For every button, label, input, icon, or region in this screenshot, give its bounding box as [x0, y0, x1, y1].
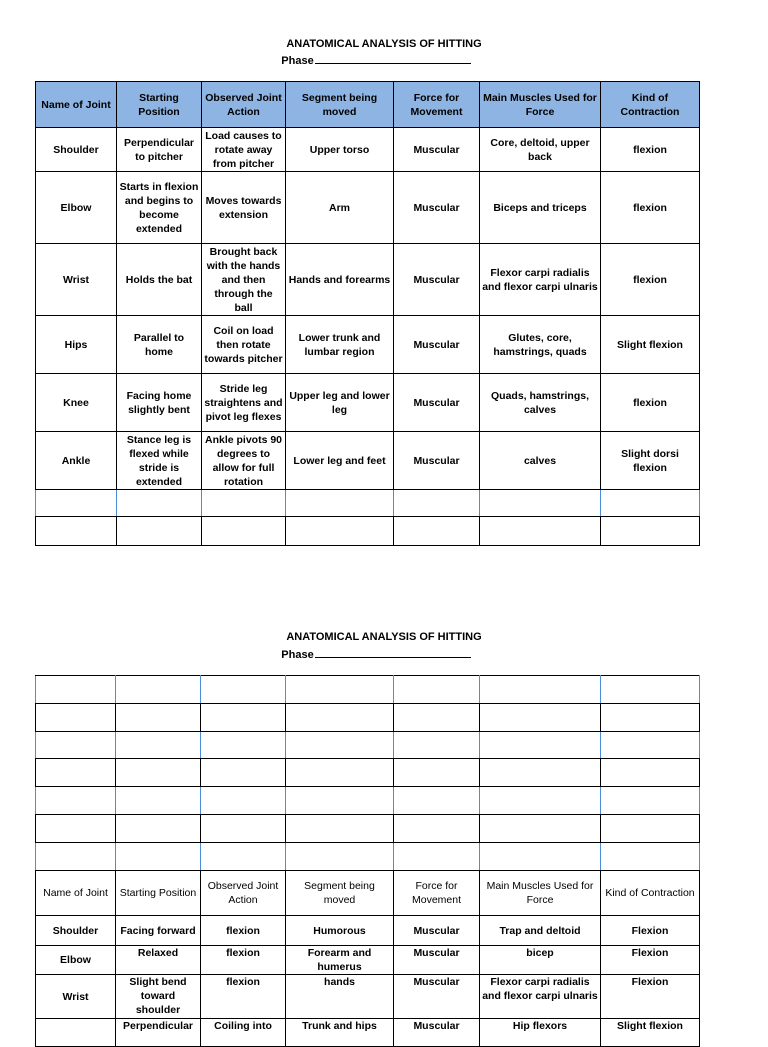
table-cell: Forearm and humerus [286, 946, 394, 975]
table-cell: Biceps and triceps [480, 172, 601, 244]
table-cell: Elbow [36, 946, 116, 975]
table-cell: Slight flexion [601, 1019, 700, 1047]
table-cell: Brought back with the hands and then through the ball [202, 244, 286, 316]
table-row [36, 316, 700, 374]
table-cell: flexion [601, 128, 700, 172]
header-cell: Force for Movement [394, 82, 480, 128]
empty-row [36, 704, 700, 732]
table-row [36, 172, 700, 244]
table-cell: Slight flexion [601, 316, 700, 374]
table-cell: hands [286, 975, 394, 1019]
table-cell: Stride leg straightens and pivot leg flexes [202, 374, 286, 432]
empty-row [36, 732, 700, 759]
table-cell: flexion [201, 975, 286, 1019]
table-cell: Lower trunk and lumbar region [286, 316, 394, 374]
table-cell: Flexion [601, 946, 700, 975]
table-row [36, 975, 700, 1019]
table-cell: Holds the bat [117, 244, 202, 316]
table-cell: Parallel to home [117, 316, 202, 374]
header-cell: Starting Position [117, 82, 202, 128]
table-cell: Hands and forearms [286, 244, 394, 316]
table-cell: Ankle pivots 90 degrees to allow for full rotation [202, 432, 286, 490]
header-cell: Segment being moved [286, 871, 394, 916]
table-cell: Muscular [394, 1019, 480, 1047]
table-cell: Core, deltoid, upper back [480, 128, 601, 172]
page1-header-row [36, 82, 700, 128]
table-row [36, 916, 700, 946]
table-cell: Elbow [36, 172, 117, 244]
header-cell: Name of Joint [36, 871, 116, 916]
table-cell: Muscular [394, 244, 480, 316]
table-row [36, 1019, 700, 1047]
table-row [36, 432, 700, 490]
page1-phase [0, 52, 760, 69]
table-cell: Knee [36, 374, 117, 432]
table-cell: Coil on load then rotate towards pitcher [202, 316, 286, 374]
empty-row [36, 490, 700, 517]
table-cell: Slight dorsi flexion [601, 432, 700, 490]
table-cell: calves [480, 432, 601, 490]
page1-phase-label: Phase [281, 55, 314, 67]
table-cell: Load causes to rotate away from pitcher [202, 128, 286, 172]
page2-phase [0, 646, 760, 663]
table-cell: Hip flexors [480, 1019, 601, 1047]
page2-header-row [36, 871, 700, 916]
table-cell: Humorous [286, 916, 394, 946]
header-cell: Observed Joint Action [202, 82, 286, 128]
table-cell: Upper leg and lower leg [286, 374, 394, 432]
table-row [36, 128, 700, 172]
page2-table [35, 675, 700, 1047]
table-cell: Muscular [394, 432, 480, 490]
page1-title: ANATOMICAL ANALYSIS OF HITTING [286, 38, 482, 50]
table-cell: Upper torso [286, 128, 394, 172]
table-cell: Muscular [394, 316, 480, 374]
header-cell: Starting Position [116, 871, 201, 916]
table-cell: flexion [601, 244, 700, 316]
empty-row [36, 676, 700, 704]
table-cell: Moves towards extension [202, 172, 286, 244]
table-cell: flexion [601, 172, 700, 244]
table-cell: Muscular [394, 916, 480, 946]
header-cell: Name of Joint [36, 82, 117, 128]
table-cell: Muscular [394, 172, 480, 244]
table-cell: Starts in flexion and begins to become extended [117, 172, 202, 244]
empty-row [36, 815, 700, 843]
table-cell: Hips [36, 316, 117, 374]
table-cell: Stance leg is flexed while stride is extended [117, 432, 202, 490]
table-cell: Muscular [394, 374, 480, 432]
table-cell: Wrist [36, 244, 117, 316]
empty-row [36, 787, 700, 815]
table-cell: Flexion [601, 916, 700, 946]
empty-row [36, 759, 700, 787]
page1-phase-line [315, 52, 471, 64]
table-cell: Muscular [394, 128, 480, 172]
table-cell: Ankle [36, 432, 117, 490]
table-cell: flexion [201, 946, 286, 975]
header-cell: Main Muscles Used for Force [480, 82, 601, 128]
table-cell: Flexor carpi radialis and flexor carpi ulnaris [480, 244, 601, 316]
table-cell: Arm [286, 172, 394, 244]
table-cell: Trunk and hips [286, 1019, 394, 1047]
page2-phase-label: Phase [281, 649, 314, 661]
page2-title: ANATOMICAL ANALYSIS OF HITTING [286, 631, 482, 643]
header-cell: Force for Movement [394, 871, 480, 916]
table-cell: Wrist [36, 975, 116, 1019]
page1-table [35, 81, 700, 546]
table-cell: Trap and deltoid [480, 916, 601, 946]
table-row [36, 946, 700, 975]
table-cell: Facing home slightly bent [117, 374, 202, 432]
table-cell: Glutes, core, hamstrings, quads [480, 316, 601, 374]
table-cell: Facing forward [116, 916, 201, 946]
table-cell: Flexor carpi radialis and flexor carpi ulnaris [480, 975, 601, 1019]
header-cell: Observed Joint Action [201, 871, 286, 916]
table-cell: Coiling into [201, 1019, 286, 1047]
header-cell: Kind of Contraction [601, 871, 700, 916]
page2-phase-line [315, 646, 471, 658]
header-cell: Main Muscles Used for Force [480, 871, 601, 916]
table-cell: flexion [201, 916, 286, 946]
table-cell: Shoulder [36, 128, 117, 172]
table-cell: bicep [480, 946, 601, 975]
table-cell: Slight bend toward shoulder [116, 975, 201, 1019]
table-cell: flexion [601, 374, 700, 432]
table-row [36, 244, 700, 316]
empty-row [36, 843, 700, 871]
table-cell [36, 1019, 116, 1047]
table-cell: Muscular [394, 946, 480, 975]
table-cell: Relaxed [116, 946, 201, 975]
header-cell: Kind of Contraction [601, 82, 700, 128]
table-cell: Quads, hamstrings, calves [480, 374, 601, 432]
empty-row [36, 517, 700, 546]
table-cell: Lower leg and feet [286, 432, 394, 490]
table-cell: Perpendicular to pitcher [117, 128, 202, 172]
table-cell: Flexion [601, 975, 700, 1019]
table-cell: Muscular [394, 975, 480, 1019]
header-cell: Segment being moved [286, 82, 394, 128]
table-cell: Shoulder [36, 916, 116, 946]
table-cell: Perpendicular [116, 1019, 201, 1047]
table-row [36, 374, 700, 432]
